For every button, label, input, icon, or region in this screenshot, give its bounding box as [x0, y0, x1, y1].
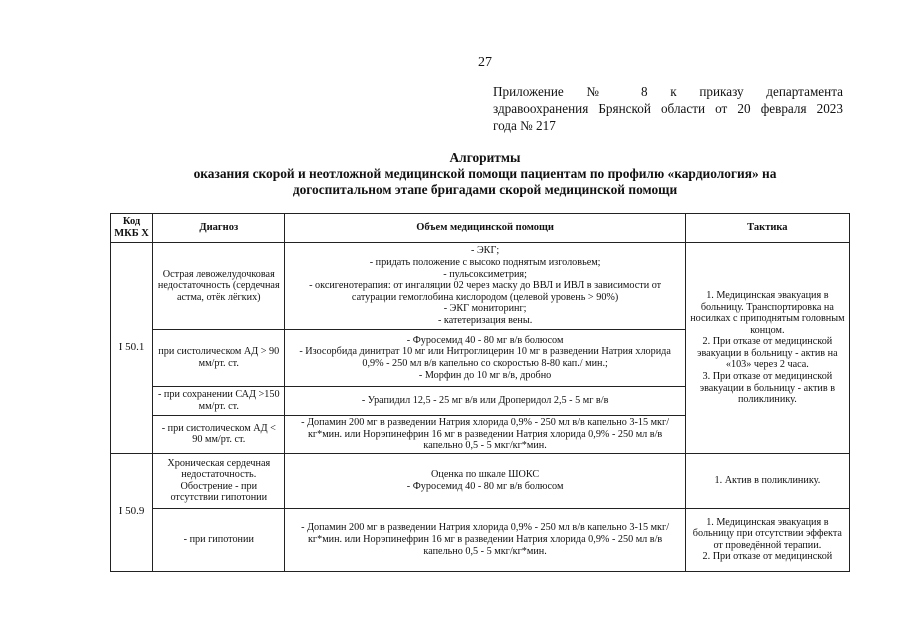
volume-line: - пульсоксиметрия; [443, 268, 527, 280]
title-line-2: оказания скорой и неотложной медицинской помощи пациентам по профилю «кардиология» на [193, 166, 777, 181]
table-header-row [111, 214, 850, 243]
tactics-line: 1. Актив в поликлинику. [714, 474, 821, 486]
volume-line: - оксигенотерапия: от ингаляции 02 через маску до ВВЛ и ИВЛ в зависимости от сатурации гемоглобина кислородом (целевой уровень > 90%) [309, 280, 662, 303]
volume-line: - ЭКГ; [471, 245, 500, 257]
volume-line: - придать положение с высоко поднятым изголовьем; [369, 257, 601, 269]
header-code: Код МКБ Х [111, 214, 153, 243]
diagnosis-cell: при систолическом АД > 90 мм/рт. ст. [153, 330, 285, 387]
header-volume: Объем медицинской помощи [285, 214, 685, 243]
table-row [111, 243, 850, 330]
volume-line: - Морфин до 10 мг в/в, дробно [418, 369, 552, 381]
volume-line: Оценка по шкале ШОКС [431, 469, 540, 481]
volume-line: - Фуросемид 40 - 80 мг в/в болюсом [406, 334, 564, 346]
volume-cell [285, 387, 685, 416]
volume-line: - Допамин 200 мг в разведении Натрия хлорида 0,9% - 250 мл в/в капельно 3-15 мкг/кг*мин. или Норэпинефрин 16 мг в разведении Натрия хлорида 0,9% - 250 мл в/в капельно 0,5 - 5 мкг/кг*мин. [301, 522, 670, 557]
volume-cell [285, 243, 685, 330]
diagnosis-cell: - при систолическом АД < 90 мм/рт. ст. [153, 416, 285, 454]
volume-line: - Фуросемид 40 - 80 мг в/в болюсом [406, 480, 564, 492]
table-row [111, 508, 850, 571]
tactics-cell [685, 508, 849, 571]
volume-line: - Изосорбида динитрат 10 мг или Нитроглицерин 10 мг в разведении Натрия хлорида 0,9% - 250 мл в/в капельно со скоростью 8-80 кап./ мин.; [299, 346, 671, 369]
volume-line: - Урапидил 12,5 - 25 мг в/в или Дроперидол 2,5 - 5 мг в/в [361, 395, 609, 407]
annex-header [493, 83, 843, 134]
tactics-line: 3. При отказе от медицинской эвакуации в больницу - актив в поликлинику. [699, 371, 836, 406]
volume-line: - ЭКГ мониторинг; [443, 303, 527, 315]
volume-cell [285, 416, 685, 454]
diagnosis-cell: - при гипотонии [153, 508, 285, 571]
header-diagnosis: Диагноз [153, 214, 285, 243]
annex-line-3: года № 217 [493, 118, 556, 133]
title-line-1: Алгоритмы [449, 150, 521, 165]
page-number: 27 [478, 55, 492, 70]
volume-line: - катетеризация вены. [437, 314, 533, 326]
diagnosis-cell: Хроническая сердечная недостаточность. Обострение - при отсутствии гипотонии [153, 453, 285, 508]
volume-line: - Допамин 200 мг в разведении Натрия хлорида 0,9% - 250 мл в/в капельно 3-15 мкг/кг*мин. или Норэпинефрин 16 мг в разведении Натрия хлорида 0,9% - 250 мл в/в капельно 0,5 - 5 мкг/кг*мин. [301, 417, 670, 452]
annex-line-1: Приложение № 8 к приказу департамента [493, 84, 843, 99]
tactics-line: 1. Медицинская эвакуация в больницу при отсутствии эффекта от проведённой терапии. [692, 516, 842, 551]
title-line-3: догоспитальном этапе бригадами скорой медицинской помощи [292, 182, 678, 197]
tactics-cell [685, 243, 849, 454]
diagnosis-cell: - при сохранении САД >150 мм/рт. ст. [153, 387, 285, 416]
icd-code-cell: I 50.1 [111, 243, 153, 454]
tactics-line: 1. Медицинская эвакуация в больницу. Транспортировка на носилках с приподнятым головным концом. [690, 289, 845, 336]
volume-cell [285, 453, 685, 508]
diagnosis-cell: Острая левожелудочковая недостаточность (сердечная астма, отёк лёгких) [153, 243, 285, 330]
icd-code-cell: I 50.9 [111, 453, 153, 571]
tactics-cell [685, 453, 849, 508]
tactics-line: 2. При отказе от медицинской эвакуации в больницу - актив на «103» через 2 часа. [697, 336, 838, 371]
document-title [120, 150, 850, 198]
volume-cell [285, 508, 685, 571]
annex-line-2: здравоохранения Брянской области от 20 февраля 2023 [493, 101, 843, 116]
tactics-line: 2. При отказе от медицинской [702, 551, 833, 563]
algorithms-table [110, 213, 850, 572]
table-row [111, 453, 850, 508]
volume-cell [285, 330, 685, 387]
header-tactics: Тактика [685, 214, 849, 243]
